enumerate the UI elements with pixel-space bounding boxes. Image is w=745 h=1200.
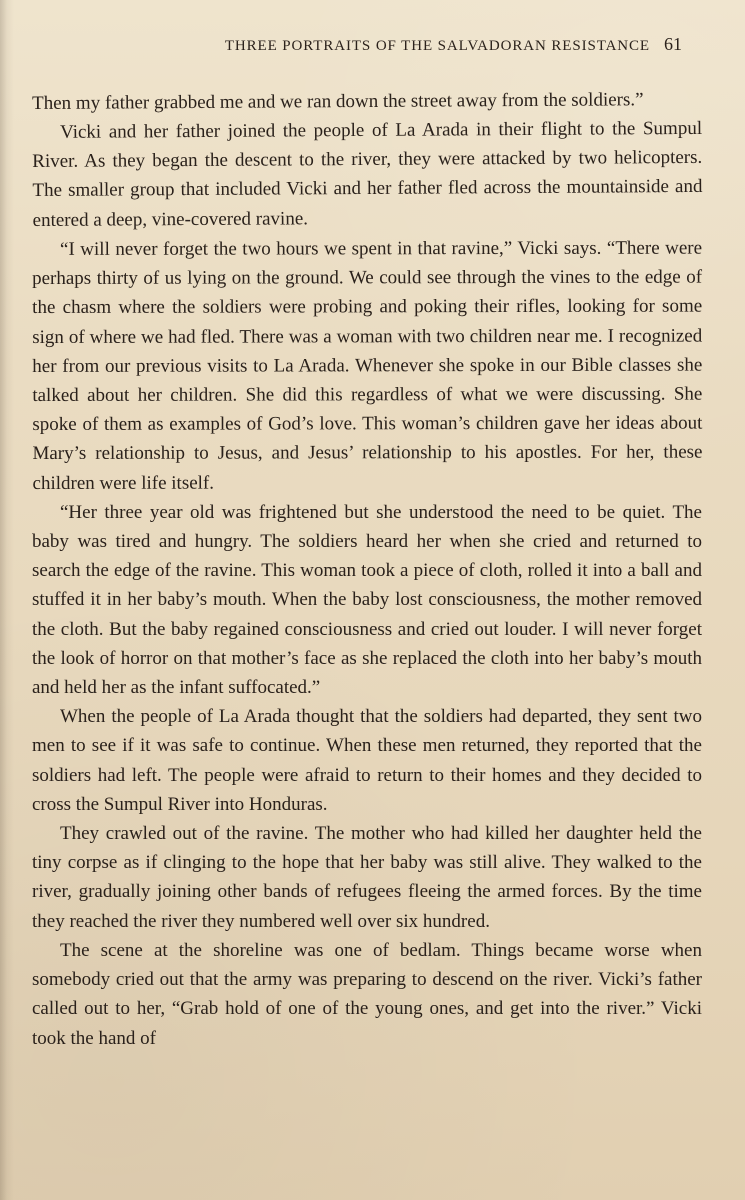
running-header (225, 34, 682, 55)
paragraph-6: They crawled out of the ravine. The mother who had killed her daughter held the tiny corpse as if clinging to the hope that her baby was still alive. They walked to the river, gradually joining other bands of refugees fleeing the armed forces. By the time they reached the river they numbered well over six hundred. (32, 823, 702, 932)
paragraph-5: When the people of La Arada thought that the soldiers had departed, they sent two men to see if it was safe to continue. When these men returned, they reported that the soldiers had left. The people were afraid to return to their homes and they decided to cross the Sumpul River into Honduras. (32, 706, 702, 815)
paragraph-3: “I will never forget the two hours we spent in that ravine,” Vicki says. “There were perhaps thirty of us lying on the ground. We could see through the vines to the edge of the chasm where the soldiers were probing and poking their rifles, looking for some sign of where we had fled. There was a woman with two children near me. I recognized her from our previous visits to La Arada. Whenever she spoke in our Bible classes she talked about her children. She did this regardless of what we were discussing. She spoke of them as examples of God’s love. This woman’s children gave her ideas about Mary’s relationship to Jesus, and Jesus’ relationship to his apostles. For her, these children were life itself. (32, 237, 703, 494)
paragraph-4: “Her three year old was frightened but she understood the need to be quiet. The baby was tired and hungry. The soldiers heard her when she cried and returned to search the edge of the ravine. This woman took a piece of cloth, rolled it into a ball and stuffed it in her baby’s mouth. When the baby lost consciousness, the mother removed the cloth. But the baby regained consciousness and cried out louder. I will never forget the look of horror on that mother’s face as she replaced the cloth into her baby’s mouth and held her as the infant suffocated.” (32, 501, 702, 699)
page-body (32, 89, 702, 1053)
page-number: 61 (664, 34, 682, 54)
running-header-title: THREE PORTRAITS OF THE SALVADORAN RESISTANCE (224, 38, 650, 54)
paragraph-2: Vicki and her father joined the people of La Arada in their flight to the Sumpul River. As they began the descent to the river, they were attacked by two helicopters. The smaller group that included Vicki and her father fled across the mountainside and entered a deep, vine-covered ravine. (32, 118, 703, 231)
paragraph-1: Then my father grabbed me and we ran down the street away from the soldiers.” (32, 89, 644, 114)
paragraph-7: The scene at the shoreline was one of bedlam. Things became worse when somebody cried out that the army was preparing to descend on the river. Vicki’s father called out to her, “Grab hold of one of the young ones, and get into the river.” Vicki took the hand of (32, 939, 702, 1049)
page-gutter-shadow (0, 0, 14, 1200)
